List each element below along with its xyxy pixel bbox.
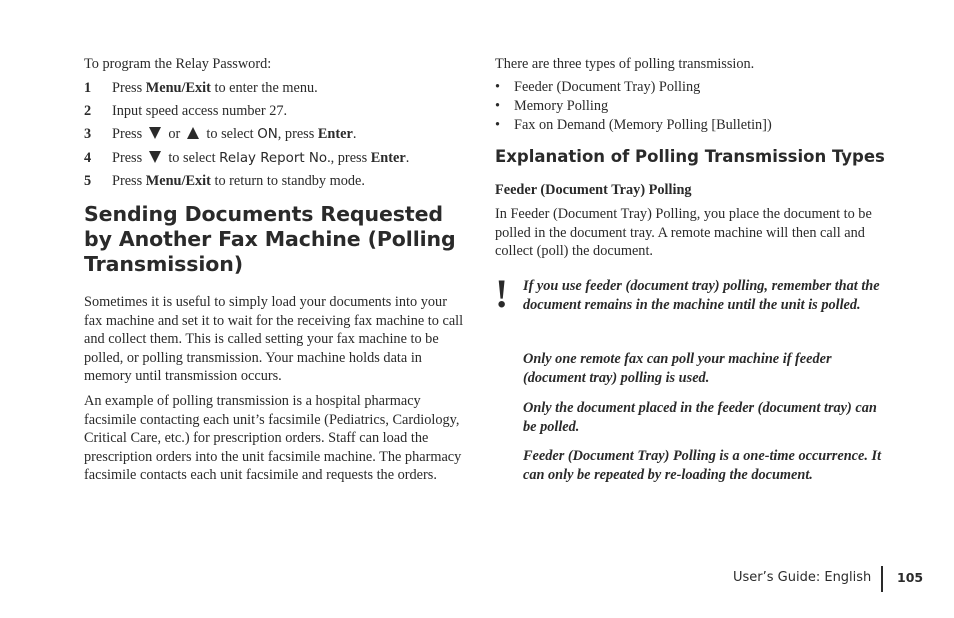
polling-types-list	[495, 78, 772, 135]
list-item: • Memory Polling	[495, 97, 772, 116]
section-heading: Sending Documents Requested by Another Fax Machine (Polling Transmission)	[84, 202, 456, 276]
down-arrow-icon	[149, 151, 161, 163]
list-item: • Feeder (Document Tray) Polling	[495, 78, 772, 97]
subsubheading-feeder: Feeder (Document Tray) Polling	[495, 182, 692, 198]
note-4: Feeder (Document Tray) Polling is a one-time occurrence. It can only be repeated by re-loading the document.	[523, 448, 882, 483]
step-4: 4 Press to select Relay Report No., press Enter.	[84, 150, 410, 166]
paragraph-polling-intro: Sometimes it is useful to simply load your documents into your fax machine and set it to wait for the receiving fax machine to call and collect them. This is called setting your fax machine to be polled, or polling transmission. Your machine holds data in memory until transmission occurs.	[84, 294, 464, 385]
page-number: 105	[897, 570, 924, 585]
step-5: 5 Press Menu/Exit to return to standby mode.	[84, 173, 365, 189]
paragraph-feeder: In Feeder (Document Tray) Polling, you place the document to be polled in the document tray. A remote machine will then call and collect (poll) the document.	[495, 206, 872, 260]
warning-icon: !	[495, 271, 509, 316]
step-2: 2 Input speed access number 27.	[84, 103, 288, 119]
down-arrow-icon	[149, 127, 161, 139]
note-3: Only the document placed in the feeder (document tray) can be polled.	[523, 400, 877, 435]
subheading-explanation: Explanation of Polling Transmission Types	[495, 147, 885, 166]
note-1: If you use feeder (document tray) polling, remember that the document remains in the machine until the unit is polled.	[523, 278, 880, 313]
note-2: Only one remote fax can poll your machine if feeder (document tray) polling is used.	[523, 351, 832, 386]
paragraph-polling-example: An example of polling transmission is a hospital pharmacy facsimile contacting each unit’s facsimile (Pediatrics, Cardiology, Critical Care, etc.) for prescription orders. Staff can load the prescription orders into the unit facsimile machine. The pharmacy facsimile contacts each unit facsimile and requests the orders.	[84, 393, 462, 484]
list-item: • Fax on Demand (Memory Polling [Bulletin])	[495, 116, 772, 135]
polling-types-intro: There are three types of polling transmission.	[495, 56, 755, 72]
footer-guide-label: User’s Guide: English	[733, 570, 872, 585]
footer-divider	[881, 566, 883, 592]
step-3: 3 Press or to select ON, press Enter.	[84, 126, 357, 142]
up-arrow-icon	[187, 127, 199, 139]
relay-intro: To program the Relay Password:	[84, 56, 272, 72]
step-1: 1 Press Menu/Exit to enter the menu.	[84, 80, 318, 96]
